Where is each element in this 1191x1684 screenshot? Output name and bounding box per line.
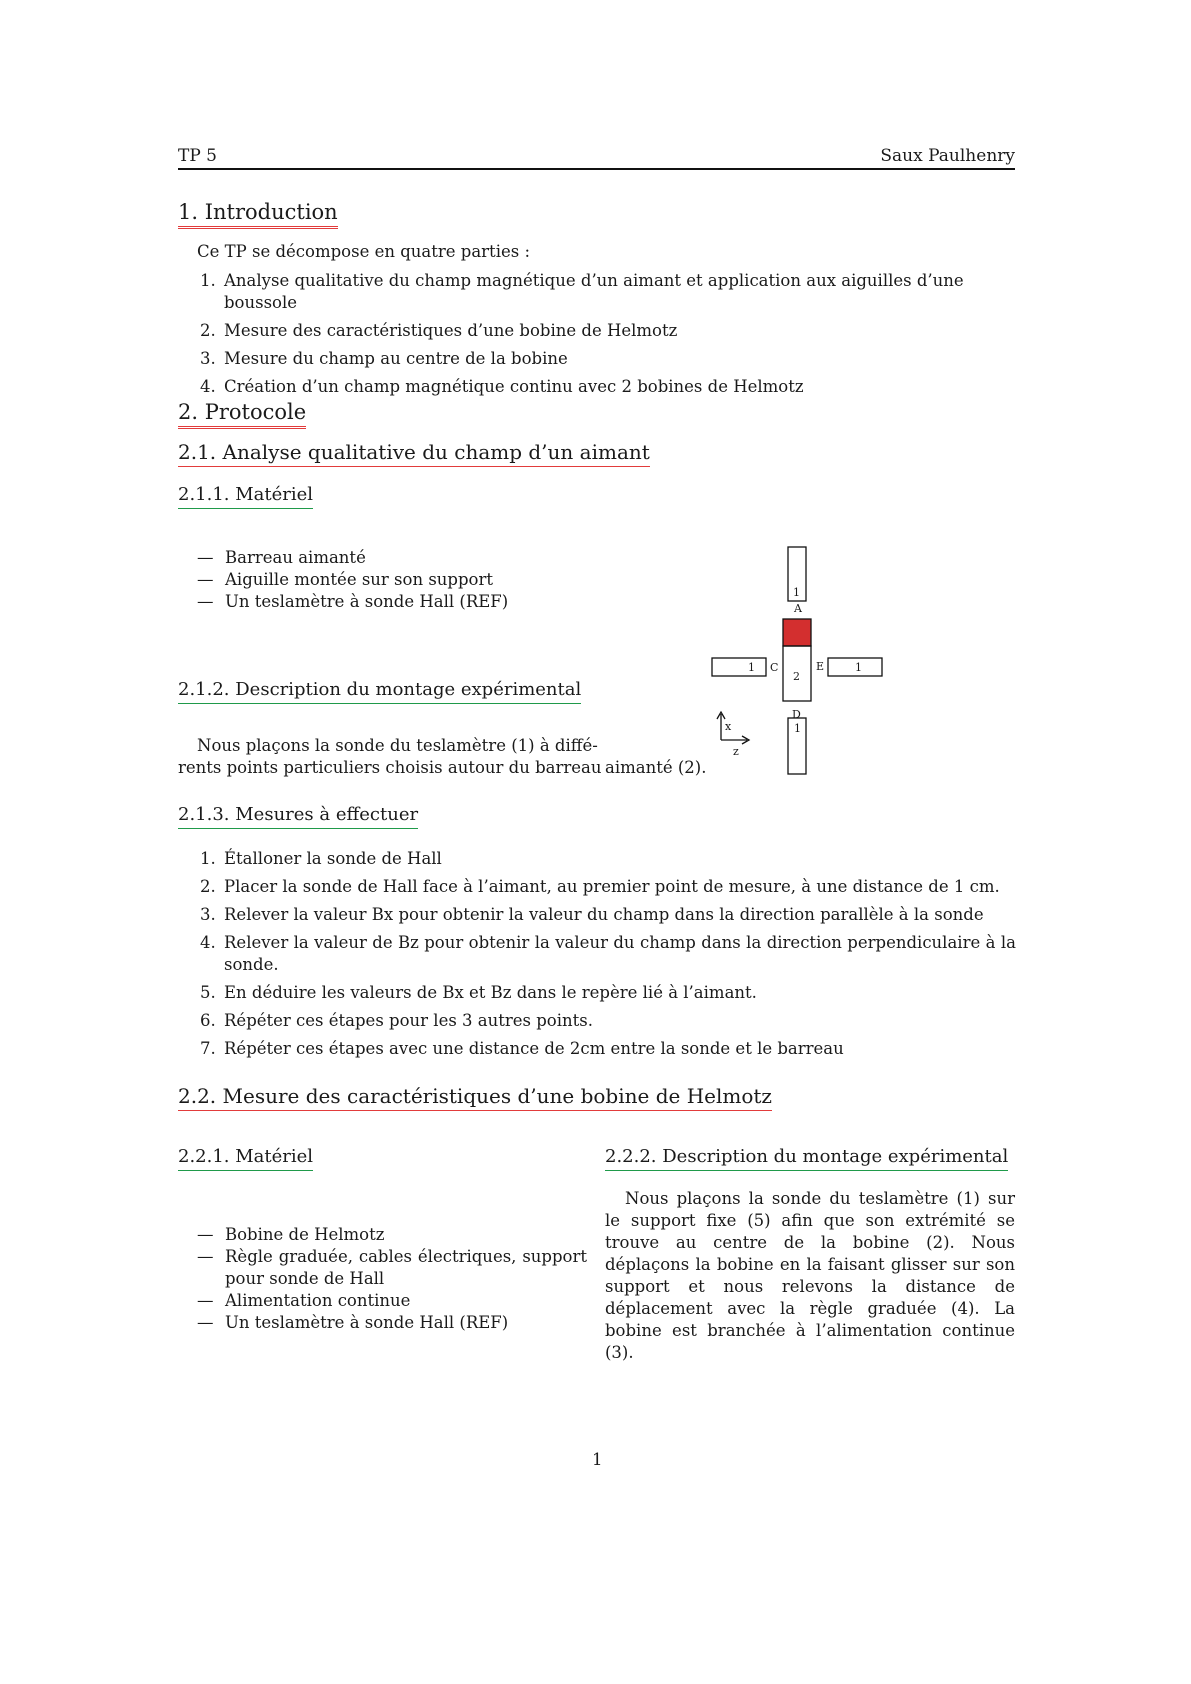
- point-d-label: D: [792, 708, 801, 721]
- heading-introduction: 1. Introduction: [178, 200, 338, 229]
- point-a-label: A: [794, 602, 802, 615]
- list-item: 3. Relever la valeur Bx pour obtenir la valeur du champ dans la direction parallèle à la sonde: [200, 905, 984, 924]
- list-item: 5. En déduire les valeurs de Bx et Bz dans le repère lié à l’aimant.: [200, 983, 757, 1002]
- montage-line-2: rents points particuliers choisis autour du barreau: [178, 758, 602, 777]
- list-item: — Un teslamètre à sonde Hall (REF): [197, 1313, 509, 1332]
- header-right: Saux Paulhenry: [880, 146, 1015, 166]
- heading-materiel-211: 2.1.1. Matériel: [178, 485, 313, 509]
- heading-analyse-qualitative: 2.1. Analyse qualitative du champ d’un aimant: [178, 441, 650, 467]
- list-item: 7. Répéter ces étapes avec une distance de 2cm entre la sonde et le barreau: [200, 1039, 844, 1058]
- intro-text: Ce TP se décompose en quatre parties :: [197, 242, 531, 261]
- list-item: 1. Analyse qualitative du champ magnétique d’un aimant et application aux aiguilles d’une boussole: [200, 271, 964, 312]
- heading-montage-222: 2.2.2. Description du montage expérimental: [605, 1147, 1008, 1171]
- list-item: 3. Mesure du champ au centre de la bobine: [200, 349, 568, 368]
- list-item: — Un teslamètre à sonde Hall (REF): [197, 592, 509, 611]
- probe-left: [712, 658, 766, 676]
- materiel-list-221: [197, 1224, 587, 1334]
- point-e-label: E: [816, 660, 825, 673]
- probe-bottom-label: 1: [794, 722, 801, 735]
- list-item: 4. Relever la valeur de Bz pour obtenir la valeur du champ dans la direction perpendiculaire à la sonde.: [200, 933, 1016, 974]
- list-item: 4. Création d’un champ magnétique continu avec 2 bobines de Helmotz: [200, 377, 804, 396]
- magnet-probe-diagram: [700, 540, 900, 780]
- magnet-label: 2: [793, 670, 800, 683]
- heading-montage-212: 2.1.2. Description du montage expérimental: [178, 680, 581, 704]
- list-item: — Alimentation continue: [197, 1291, 411, 1310]
- list-item: — Bobine de Helmotz: [197, 1225, 385, 1244]
- list-item: — Barreau aimanté: [197, 548, 366, 567]
- materiel-list-211: [197, 547, 617, 613]
- mesures-list: [178, 848, 1016, 1066]
- list-item: 1. Étalloner la sonde de Hall: [200, 849, 442, 868]
- heading-mesures-213: 2.1.3. Mesures à effectuer: [178, 805, 418, 829]
- list-item: — Aiguille montée sur son support: [197, 570, 494, 589]
- probe-left-label: 1: [748, 661, 755, 674]
- montage-line-1: Nous plaçons la sonde du teslamètre (1) à diffé-: [197, 736, 598, 755]
- montage-paragraph-222: Nous plaçons la sonde du teslamètre (1) sur le support fixe (5) afin que son extrémité se trouve au centre de la bobine (2). Nous déplaçons la bobine en la faisant glisser sur son support et nous relevons la distance de déplacement avec la règle graduée (4). La bobine est branchée à l’alimentation continue (3).: [605, 1189, 1015, 1362]
- probe-right-label: 1: [855, 661, 862, 674]
- heading-helmotz: 2.2. Mesure des caractéristiques d’une bobine de Helmotz: [178, 1085, 772, 1111]
- page-number: 1: [592, 1450, 603, 1469]
- probe-top-label: 1: [793, 586, 800, 599]
- axis-x-label: x: [725, 720, 732, 733]
- axis-z-label: z: [733, 745, 739, 758]
- list-item: 6. Répéter ces étapes pour les 3 autres points.: [200, 1011, 593, 1030]
- montage-line-3: aimanté (2).: [605, 758, 707, 777]
- list-item: 2. Mesure des caractéristiques d’une bobine de Helmotz: [200, 321, 678, 340]
- list-item: 2. Placer la sonde de Hall face à l’aimant, au premier point de mesure, à une distance de 1 cm.: [200, 877, 1000, 896]
- heading-protocole: 2. Protocole: [178, 400, 306, 429]
- heading-materiel-221: 2.2.1. Matériel: [178, 1147, 313, 1171]
- magnet-north-pole: [783, 619, 811, 646]
- header-rule: [178, 168, 1015, 170]
- header-left: TP 5: [178, 146, 217, 166]
- point-c-label: C: [770, 661, 779, 674]
- list-item: — Règle graduée, cables électriques, support pour sonde de Hall: [197, 1247, 587, 1288]
- intro-list: [178, 270, 1038, 404]
